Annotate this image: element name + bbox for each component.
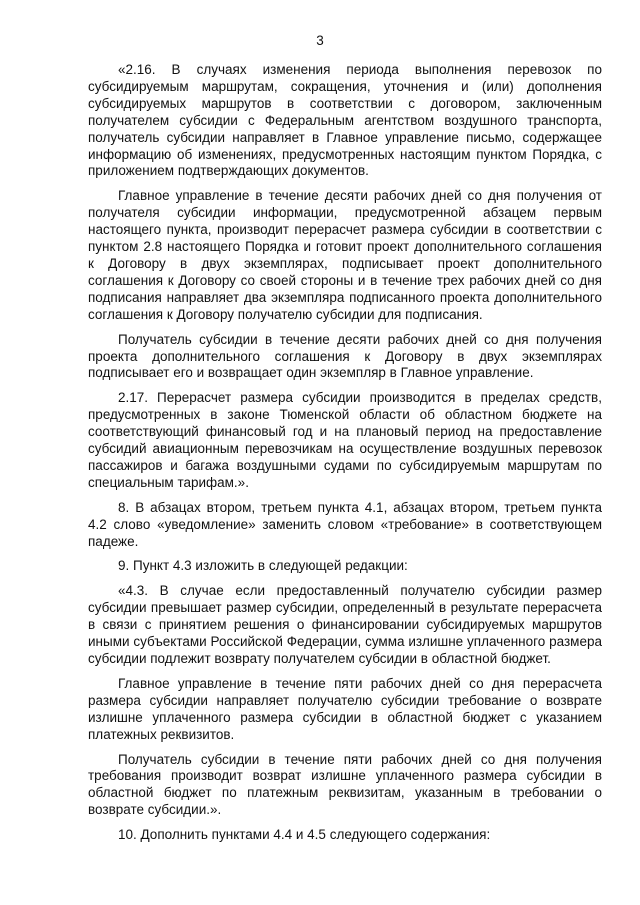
paragraph-recipient-signs: Получатель субсидии в течение десяти рабочих дней со дня получения проекта дополнительного соглашения к Договору в двух экземплярах подписывает его и возвращает один экземпляр в Главное управление. — [88, 331, 602, 381]
paragraph-2-17: 2.17. Перерасчет размера субсидии производится в пределах средств, предусмотренных в законе Тюменской области об областном бюджете на соответствующий финансовый год и на плановый период на предоставление субсидий авиационным перевозчикам на осуществление воздушных перевозок пассажиров и багажа воздушными судами по субсидируемым маршрутам по специальным тарифам.». — [88, 390, 602, 490]
paragraph-item-9: 9. Пункт 4.3 изложить в следующей редакции: — [118, 558, 408, 574]
paragraph-4-3: «4.3. В случае если предоставленный получателю субсидии размер субсидии превышает размер субсидии, определенный в результате перерасчета в связи с принятием решения о финансировании субсидируемых маршрутов иными субъектами Российской Федерации, сумма излишне уплаченного размера субсидии подлежит возврату получателем субсидии в областной бюджет. — [88, 583, 602, 666]
paragraph-requirement-sent: Главное управление в течение пяти рабочих дней со дня перерасчета размера субсидии направляет получателю субсидии требование о возврате излишне уплаченного размера субсидии в областной бюджет с указанием платежных реквизитов. — [88, 675, 602, 742]
document-body — [88, 62, 602, 852]
paragraph-item-10: 10. Дополнить пунктами 4.4 и 4.5 следующего содержания: — [118, 827, 491, 843]
paragraph-main-directorate-recalc: Главное управление в течение десяти рабочих дней со дня получения от получателя субсидии информации, предусмотренной абзацем первым настоящего пункта, производит перерасчет размера субсидии в соответствии с пунктом 2.8 настоящего Порядка и готовит проект дополнительного соглашения к Договору в двух экземплярах, подписывает проект дополнительного соглашения к Договору со своей стороны и в течение трех рабочих дней со дня подписания направляет два экземпляра подписанного проекта дополнительного соглашения к Договору получателю субсидии для подписания. — [88, 188, 602, 322]
page-number: 3 — [316, 33, 324, 48]
paragraph-2-16: «2.16. В случаях изменения периода выполнения перевозок по субсидируемым маршрутам, сокращения, уточнения и (или) дополнения субсидируемых маршрутов в соответствии с договором, заключенным получателем субсидии с Федеральным агентством воздушного транспорта, получатель субсидии направляет в Главное управление письмо, содержащее информацию об изменениях, предусмотренных настоящим пунктом Порядка, с приложением подтверждающих документов. — [88, 62, 602, 179]
paragraph-refund: Получатель субсидии в течение пяти рабочих дней со дня получения требования производит возврат излишне уплаченного размера субсидии в областной бюджет по платежным реквизитам, указанным в требовании о возврате субсидии.». — [88, 751, 602, 818]
paragraph-item-8: 8. В абзацах втором, третьем пункта 4.1, абзацах втором, третьем пункта 4.2 слово «уведомление» заменить словом «требование» в соответствующем падеже. — [88, 499, 602, 549]
